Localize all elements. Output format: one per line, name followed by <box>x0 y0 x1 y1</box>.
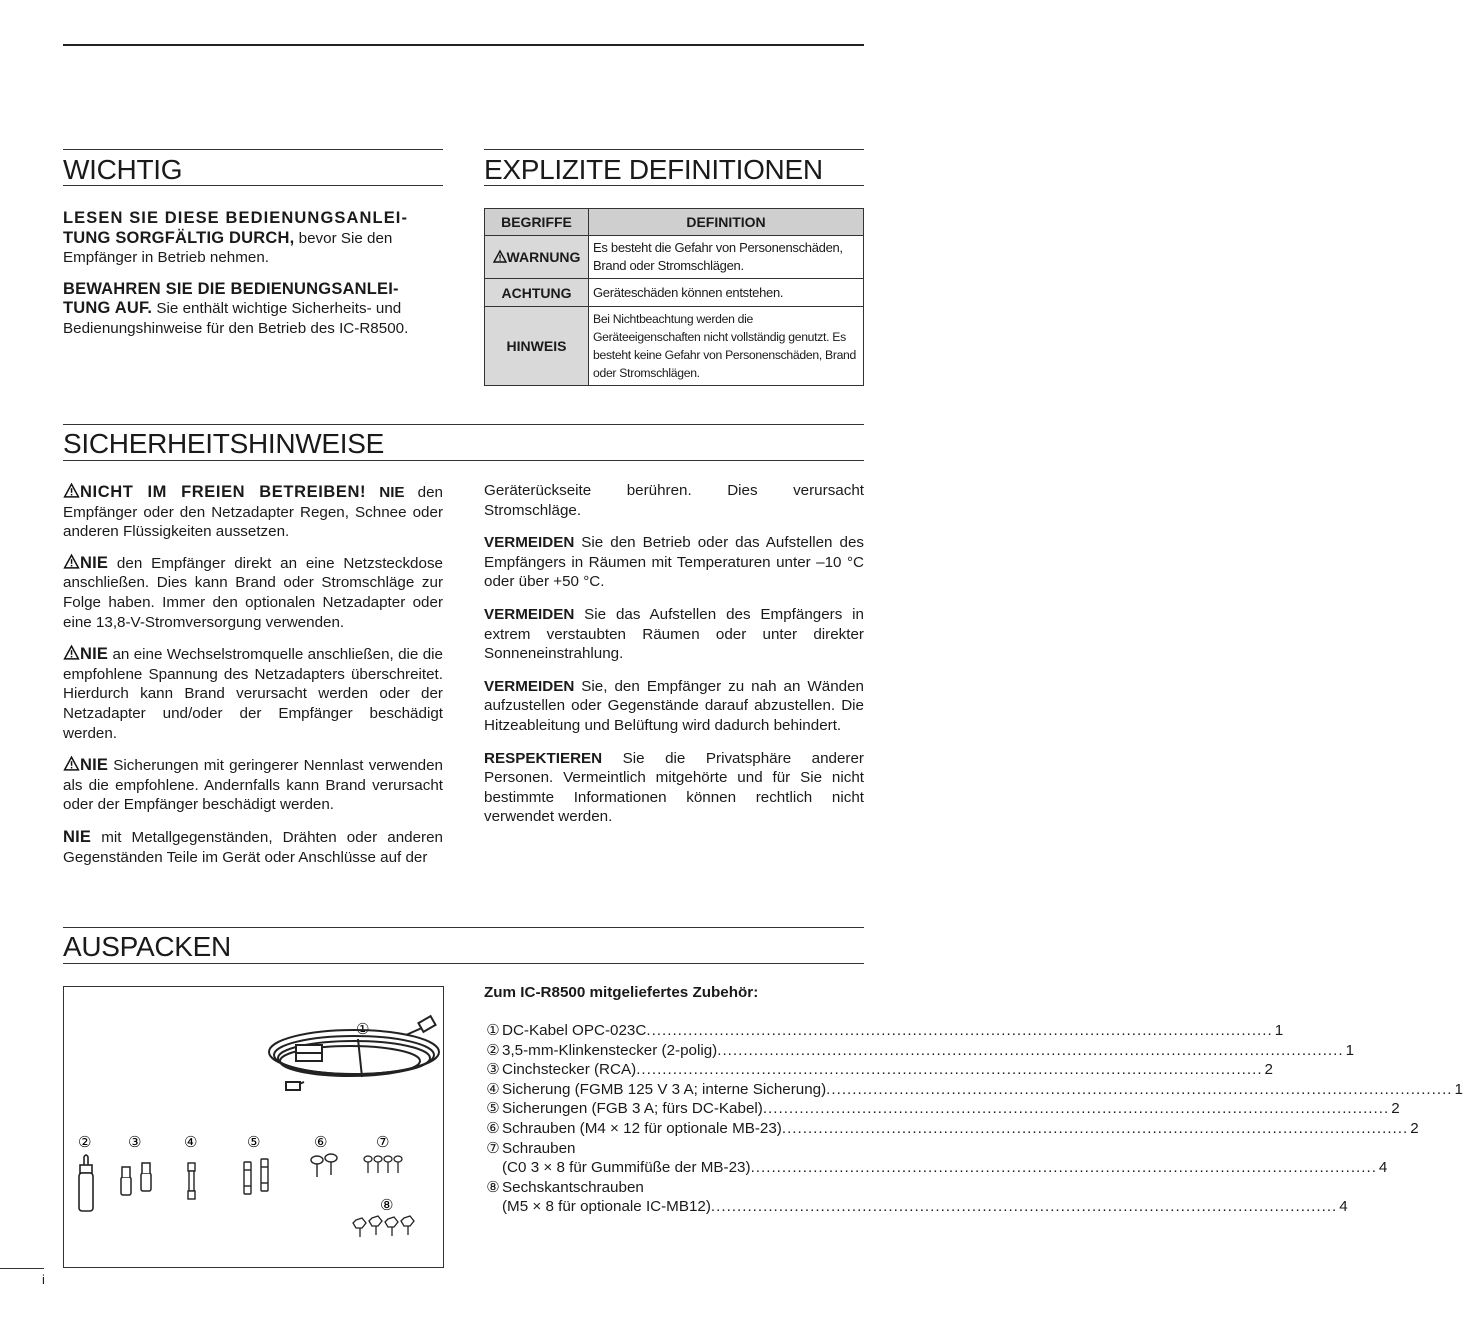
fuses-icon <box>244 1159 268 1194</box>
safety-item-text: an eine Wechselstromquelle anschließen, die die empfohlene Spannung des Netzadapters überschreitet. Hierdurch kann Brand verursacht werden oder der Netzadapter und/oder der Empfänger beschädigt werden. <box>63 646 443 742</box>
safety-item <box>484 605 864 664</box>
list-item-name: 3,5-mm-Klinkenstecker (2-polig) <box>502 1041 718 1059</box>
warning-triangle-icon <box>63 554 80 569</box>
list-item-leader: ........................................................................................................................ <box>717 1041 1344 1059</box>
list-item-sub: (C0 3 × 8 für Gummifüße der MB-23) <box>502 1159 751 1177</box>
definition-achtung: Geräteschäden können entstehen. <box>589 279 864 307</box>
safety-item <box>63 645 443 743</box>
dc-cable-icon <box>269 1016 439 1090</box>
wichtig-p2-bold-b: TUNG AUF. <box>63 299 153 318</box>
list-item-name: Sicherung (FGMB 125 V 3 A; interne Sicherung) <box>502 1080 827 1098</box>
list-item-name: Sicherungen (FGB 3 A; fürs DC-Kabel) <box>502 1100 763 1118</box>
safety-item-lead: NIE <box>63 827 92 846</box>
list-item-leader: ........................................................................................................................ <box>750 1159 1377 1177</box>
figure-label-3: ③ <box>128 1133 142 1151</box>
list-item <box>484 1178 864 1198</box>
term-warnung <box>485 236 589 279</box>
figure-label-8: ⑧ <box>380 1196 394 1214</box>
fuse-icon <box>188 1163 195 1199</box>
rule-wichtig-top <box>63 149 443 150</box>
safety-item-text: Sicherungen mit geringerer Nennlast verwenden als die empfohlene. Andernfalls kann Brand verursacht oder der Empfänger beschädigt werden. <box>63 757 443 814</box>
list-item-name: Schrauben <box>502 1139 576 1157</box>
list-item-indent <box>484 1197 502 1217</box>
list-item <box>484 1021 1284 1041</box>
jack-plug-icon <box>79 1155 93 1211</box>
figure-label-5: ⑤ <box>247 1133 261 1151</box>
col-header-definition: DEFINITION <box>589 209 864 236</box>
list-item-qty: 1 <box>1345 1041 1355 1059</box>
rule-sicherheit-top <box>63 424 864 425</box>
safety-item-lead: NIE <box>80 756 109 775</box>
section-title-sicherheit: SICHERHEITSHINWEISE <box>63 428 385 459</box>
list-item-name: Schrauben (M4 × 12 für optionale MB-23) <box>502 1119 782 1137</box>
list-item-continuation <box>484 1158 1388 1178</box>
list-item-qty: 4 <box>1378 1159 1388 1177</box>
wichtig-p1-bold-b: TUNG SORGFÄLTIG DURCH, <box>63 228 295 247</box>
list-item-leader: ........................................................................................................................ <box>826 1080 1453 1098</box>
list-item-name: DC-Kabel OPC-023C <box>502 1022 647 1039</box>
rule-sicherheit-bottom <box>63 460 864 461</box>
wichtig-paragraph-2 <box>63 280 443 339</box>
accessories-list-title: Zum IC-R8500 mitgeliefertes Zubehör: <box>484 984 759 1001</box>
section-title-wichtig: WICHTIG <box>63 154 183 185</box>
table-row <box>485 236 864 279</box>
safety-item-lead: NIE <box>80 645 109 664</box>
wichtig-body <box>63 209 443 352</box>
accessories-illustration <box>64 987 443 1267</box>
list-item-number: ⑤ <box>486 1100 500 1118</box>
list-item-qty: 2 <box>1264 1061 1273 1079</box>
list-item-qty: 2 <box>1410 1119 1419 1137</box>
accessories-list <box>484 983 1463 1217</box>
list-item-number: ① <box>486 1022 500 1039</box>
safety-item <box>484 749 864 827</box>
col-header-terms: BEGRIFFE <box>485 209 589 236</box>
top-rule <box>63 44 864 46</box>
page-number: i <box>42 1272 45 1287</box>
wichtig-p2-rest-a: Sie enthält wichtige Sicherheits- und <box>152 300 402 318</box>
wichtig-p1-rest-a: bevor Sie den <box>294 229 393 247</box>
warning-triangle-icon <box>63 756 80 771</box>
term-hinweis: HINWEIS <box>485 307 589 386</box>
rule-def-top <box>484 149 864 150</box>
list-item-leader: ........................................................................................................................ <box>762 1100 1390 1118</box>
safety-item-text: Sie den Betrieb oder das Aufstellen des Empfängers in Räumen mit Temperaturen unter –10 °C oder über +50 °C. <box>484 534 864 591</box>
wichtig-p2-rest-b: Bedienungshinweise für den Betrieb des IC-R8500. <box>63 319 409 337</box>
list-item <box>484 1060 1273 1080</box>
table-row <box>485 307 864 386</box>
safety-item <box>63 828 443 867</box>
list-item <box>484 1119 1419 1139</box>
definition-hinweis: Bei Nichtbeachtung werden die Geräteeigenschaften nicht vollständig genutzt. Es besteht keine Gefahr von Personenschäden, Brand oder Stromschlägen. <box>589 307 864 386</box>
safety-item-lead: VERMEIDEN <box>484 534 575 552</box>
hex-bolts-icon <box>353 1216 414 1237</box>
rule-wichtig-bottom <box>63 185 443 186</box>
safety-item <box>484 533 864 592</box>
list-item-leader: ........................................................................................................................ <box>646 1022 1273 1039</box>
list-item-indent <box>484 1158 502 1178</box>
accessories-items <box>484 1021 1463 1217</box>
list-item-name: Sechskantschrauben <box>502 1178 644 1196</box>
list-item-leader: ........................................................................................................................ <box>636 1061 1263 1079</box>
safety-item <box>63 554 443 632</box>
section-title-definitionen: EXPLIZITE DEFINITIONEN <box>484 154 823 185</box>
accessories-figure <box>63 986 444 1268</box>
wichtig-p1-rest-b: Empfänger in Betrieb nehmen. <box>63 249 269 267</box>
safety-item <box>484 677 864 736</box>
list-item <box>484 1099 1400 1119</box>
safety-item-lead2: NIE <box>366 484 405 501</box>
definitions-table <box>484 208 864 386</box>
wichtig-p1-bold-a: LESEN SIE DIESE BEDIENUNGSANLEI- <box>63 209 409 227</box>
safety-item-lead: VERMEIDEN <box>484 677 575 695</box>
screws-m4-icon <box>311 1154 337 1177</box>
figure-label-4: ④ <box>184 1133 198 1151</box>
safety-item <box>63 483 443 542</box>
safety-item <box>63 756 443 815</box>
list-item-qty: 2 <box>1391 1100 1400 1118</box>
warning-triangle-icon <box>63 645 80 660</box>
safety-item-text: den Empfänger direkt an eine Netzsteckdose anschließen. Dies kann Brand oder Stromschläge zur Folge haben. Immer den optionalen Netzadapter oder eine 13,8-V-Stromversorgung verwenden. <box>63 554 443 631</box>
list-item-qty: 1 <box>1454 1080 1463 1098</box>
figure-label-6: ⑥ <box>314 1133 328 1151</box>
safety-item-text: mit Metallgegenständen, Drähten oder anderen Gegenständen Teile im Gerät oder Anschlüsse auf der <box>63 828 443 866</box>
rule-auspacken-top <box>63 927 864 928</box>
definition-warnung: Es besteht die Gefahr von Personenschäden, Brand oder Stromschlägen. <box>589 236 864 279</box>
list-item-continuation <box>484 1197 1348 1217</box>
list-item-number: ③ <box>486 1061 500 1079</box>
rule-def-bottom <box>484 185 864 186</box>
list-item-qty: 1 <box>1274 1022 1284 1039</box>
list-item <box>484 1080 1463 1100</box>
safety-item-lead: NIE <box>80 553 109 572</box>
list-item-number: ⑧ <box>486 1178 500 1196</box>
term-achtung: ACHTUNG <box>485 279 589 307</box>
sicherheit-right-column <box>484 481 864 840</box>
safety-item-lead: RESPEKTIEREN <box>484 749 603 767</box>
list-item-qty: 4 <box>1339 1198 1348 1216</box>
safety-item-text: Sie, den Empfänger zu nah an Wänden aufzustellen oder Gegenstände darauf abzustellen. Die Hitzeableitung und Belüftung wird dadurch behindert. <box>484 677 864 734</box>
rule-auspacken-bottom <box>63 963 864 964</box>
wichtig-paragraph-1 <box>63 209 443 268</box>
list-item-sub: (M5 × 8 für optionale IC-MB12) <box>502 1198 711 1216</box>
figure-label-7: ⑦ <box>376 1133 390 1151</box>
list-item-number: ② <box>486 1041 500 1059</box>
page-number-rule <box>0 1268 44 1269</box>
screws-small-icon <box>364 1156 402 1173</box>
warning-triangle-icon <box>493 250 507 263</box>
list-item-leader: ........................................................................................................................ <box>781 1119 1409 1137</box>
safety-item-text: Sie die Privatsphäre anderer Personen. Vermeintlich mitgehörte und für Sie nicht bestimmte Informationen können rechtlich nicht verwendet werden. <box>484 749 864 826</box>
safety-item-lead: VERMEIDEN <box>484 605 575 623</box>
table-header-row <box>485 209 864 236</box>
list-item-leader: ........................................................................................................................ <box>710 1198 1338 1216</box>
rca-plug-icon <box>121 1163 151 1195</box>
list-item <box>484 1041 1355 1061</box>
term-warnung-label: WARNUNG <box>506 249 581 265</box>
safety-item-text: Sie das Aufstellen des Empfängers in extrem verstaubten Räumen oder unter direkter Sonneneinstrahlung. <box>484 605 864 663</box>
list-item-number: ⑥ <box>486 1119 500 1137</box>
warning-triangle-icon <box>63 483 80 498</box>
safety-item-text: den Empfänger oder den Netzadapter Regen, Schnee oder anderen Flüssigkeiten aussetzen. <box>63 484 443 541</box>
safety-item-lead: NICHT IM FREIEN BETREIBEN! <box>80 483 367 501</box>
list-item-name: Cinchstecker (RCA) <box>502 1061 637 1079</box>
figure-label-2: ② <box>78 1133 92 1151</box>
section-title-auspacken: AUSPACKEN <box>63 931 231 962</box>
definitions-table-wrap <box>484 208 864 386</box>
wichtig-p2-bold-a: BEWAHREN SIE DIE BEDIENUNGSANLEI- <box>63 279 399 298</box>
list-item-number: ⑦ <box>486 1139 500 1157</box>
sicherheit-left-column <box>63 483 443 880</box>
safety-continuation: Geräterückseite berühren. Dies verursacht Stromschläge. <box>484 482 864 519</box>
table-row <box>485 279 864 307</box>
list-item-number: ④ <box>486 1080 500 1098</box>
figure-label-1: ① <box>356 1020 370 1038</box>
list-item <box>484 1139 864 1159</box>
